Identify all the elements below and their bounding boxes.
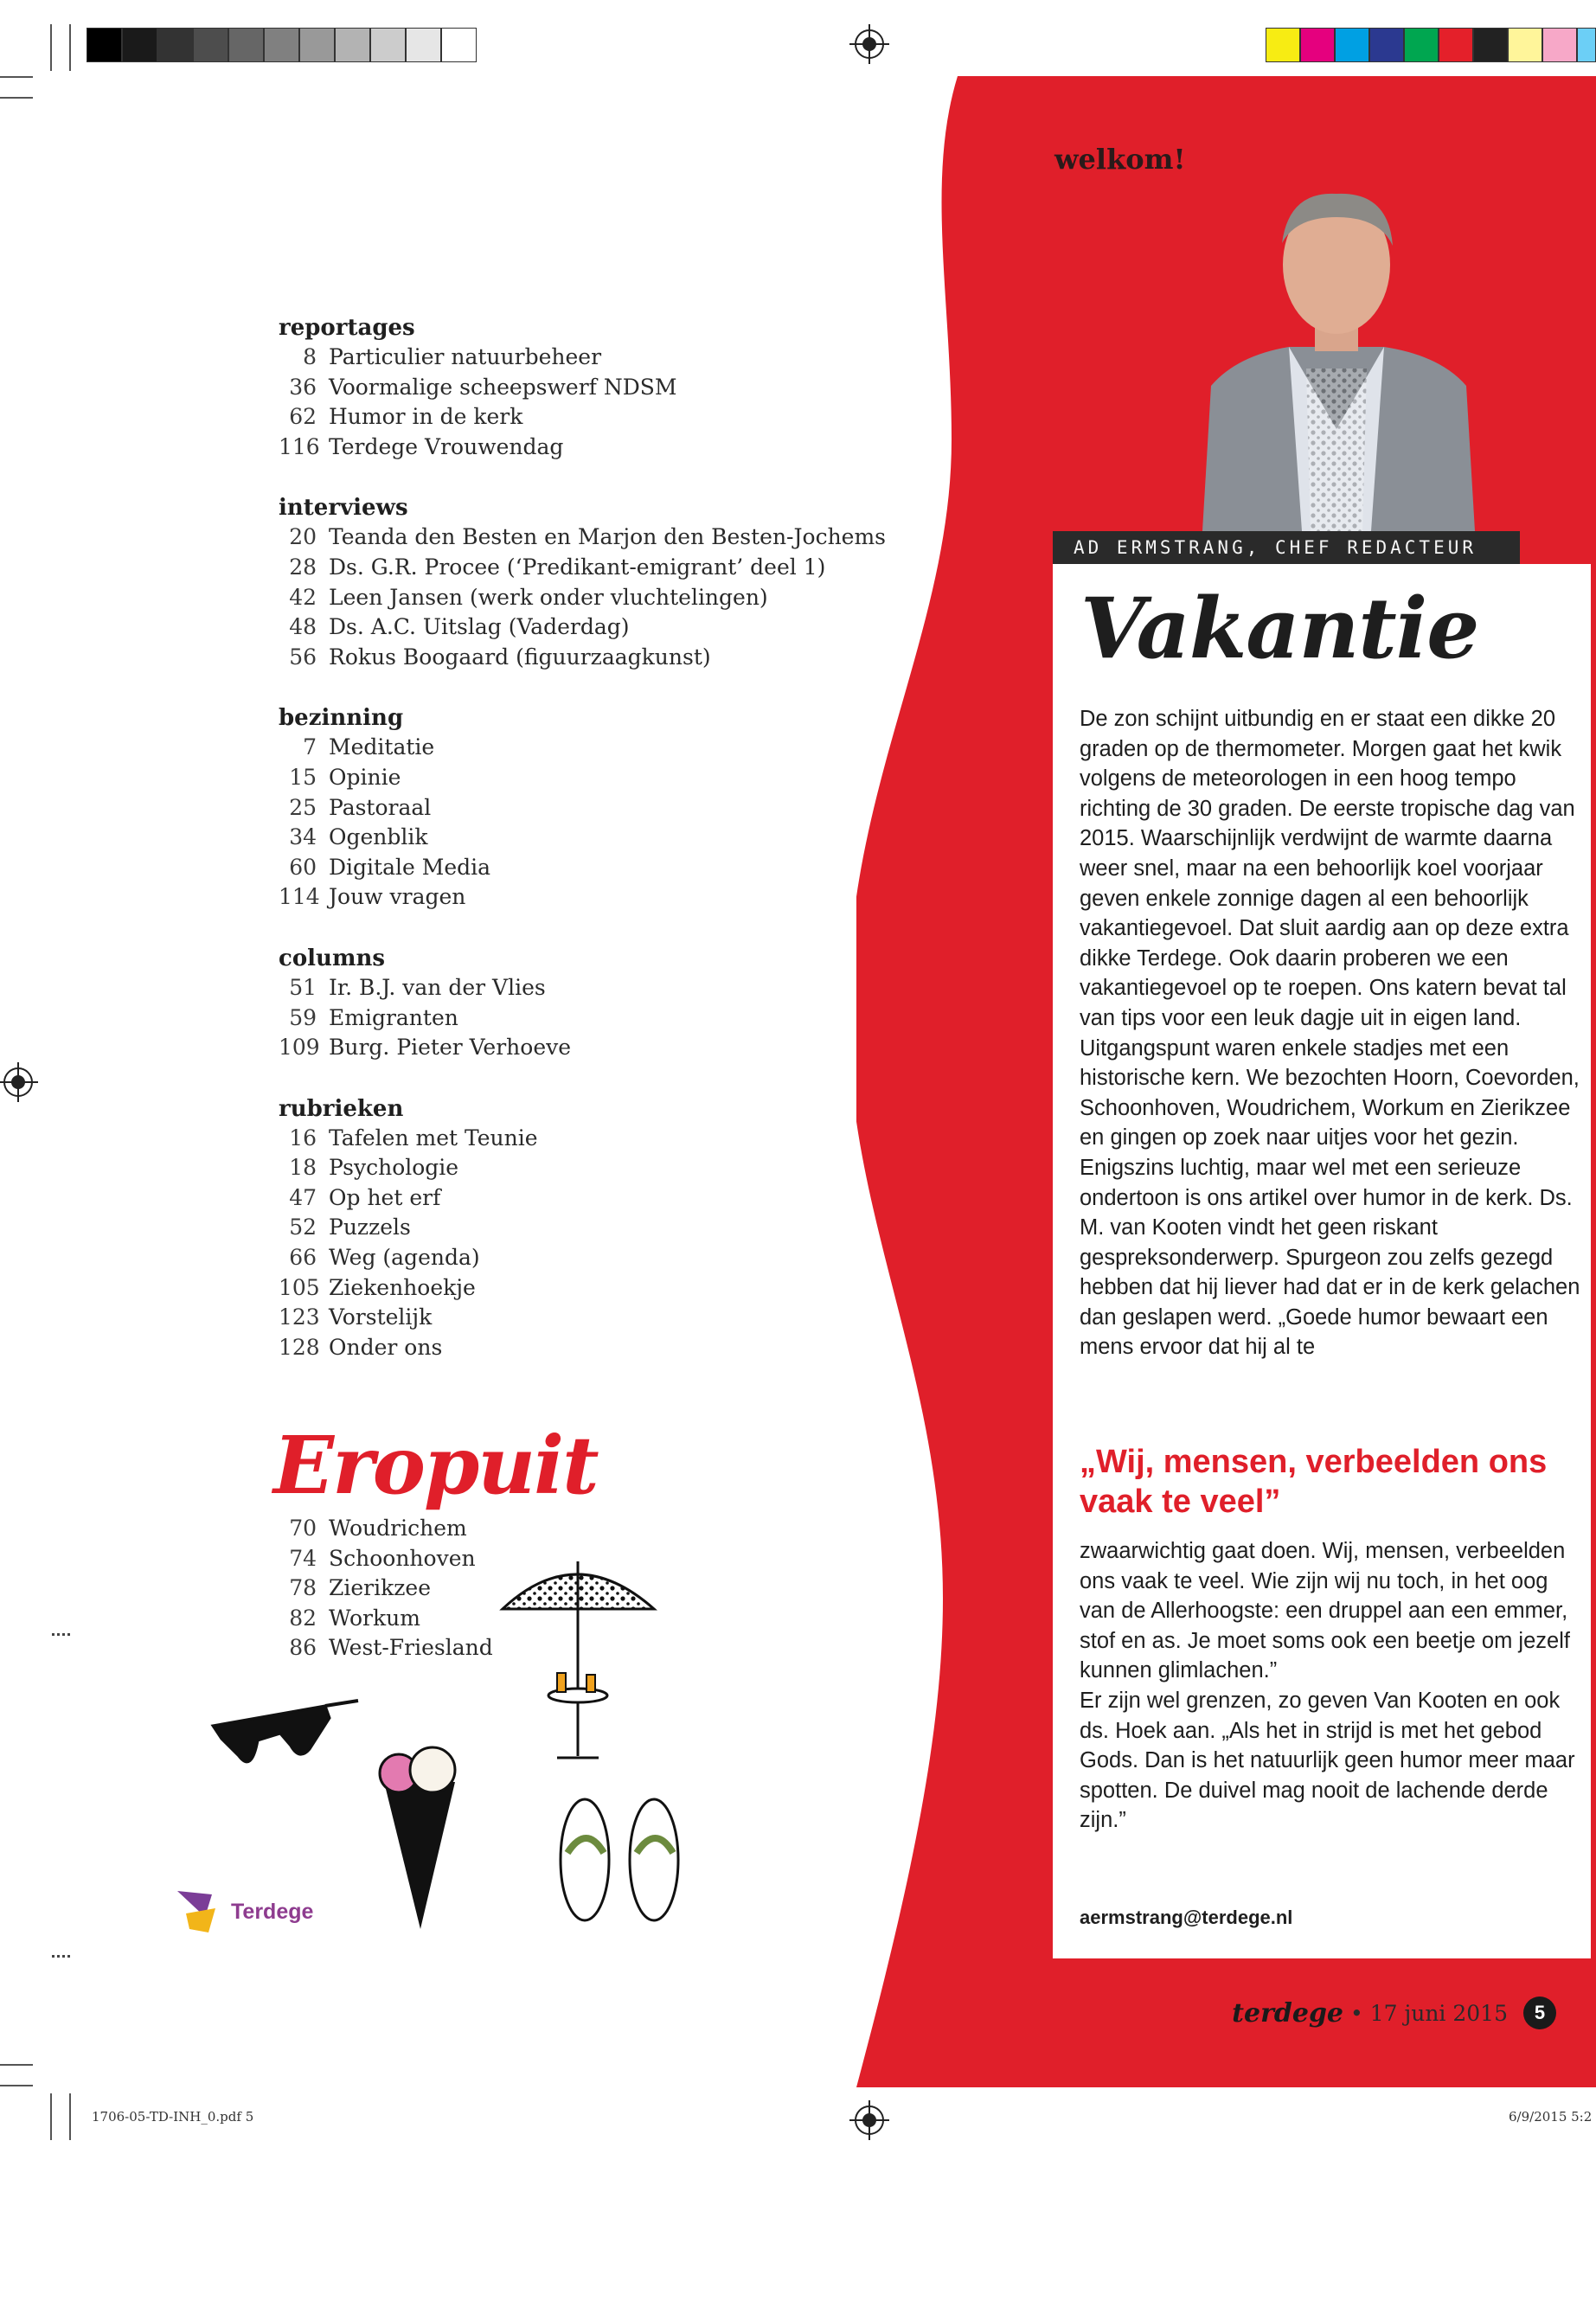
toc-entry-label: Meditatie: [329, 734, 435, 760]
color-swatch: [1542, 28, 1577, 62]
toc-entry-label: Leen Jansen (werk onder vluchtelingen): [329, 584, 768, 610]
color-swatch: [1439, 28, 1473, 62]
dotted-mark: [52, 1955, 71, 1958]
toc-page-number: 15: [289, 764, 317, 790]
gray-swatch: [264, 28, 299, 62]
editorial-body-bottom: [1080, 1536, 1581, 1836]
toc-page-number: 51: [289, 974, 317, 1000]
toc-entry[interactable]: [279, 1333, 936, 1363]
toc-entry-label: Ogenblik: [329, 824, 428, 850]
toc-entry-label: Emigranten: [329, 1004, 458, 1030]
byline: AD ERMSTRANG, CHEF REDACTEUR: [1053, 531, 1520, 564]
color-swatch: [1404, 28, 1439, 62]
toc-entry[interactable]: [279, 373, 936, 403]
crop-mark: [0, 76, 33, 78]
terdege-logo-text: Terdege: [231, 1899, 314, 1924]
eropuit-page-number: 78: [289, 1575, 317, 1601]
toc-section: [279, 493, 936, 672]
toc-section-title: rubrieken: [279, 1095, 404, 1122]
toc-section-title: reportages: [279, 315, 415, 341]
toc-entry[interactable]: [279, 643, 936, 673]
toc-page-number: 66: [289, 1245, 317, 1271]
crop-mark: [69, 24, 71, 71]
gray-swatch: [122, 28, 157, 62]
toc-entry[interactable]: [279, 853, 936, 883]
toc-page-number: 47: [289, 1184, 317, 1210]
toc-entry-label: Digitale Media: [329, 854, 491, 880]
dotted-mark: [52, 1633, 71, 1636]
toc-entry-label: Op het erf: [329, 1184, 441, 1210]
paragraph: Er zijn wel grenzen, zo geven Van Kooten en ook ds. Hoek aan. „Als het in strijd is met het gebod Gods. Dan is het natuurlijk geen humor meer maar spotten. De duivel mag nooit de lachende derde zijn.”: [1080, 1688, 1575, 1833]
toc-page-number: 52: [289, 1215, 317, 1240]
crop-mark: [50, 24, 52, 71]
color-swatch: [1369, 28, 1404, 62]
eropuit-entry-label: Zierikzee: [329, 1575, 432, 1601]
eropuit-entry-label: Woudrichem: [329, 1516, 467, 1541]
toc-page-number: 18: [289, 1155, 317, 1181]
eropuit-page-number: 74: [289, 1545, 317, 1571]
toc-page-number: 128: [279, 1334, 320, 1360]
toc-page-number: 36: [289, 374, 317, 400]
crop-mark: [0, 97, 33, 99]
toc-entry[interactable]: [279, 402, 936, 433]
editorial-body-top: [1080, 704, 1581, 1362]
toc-entry[interactable]: [279, 583, 936, 613]
toc-entry[interactable]: [279, 433, 936, 463]
slug-file: 1706-05-TD-INH_0.pdf 5: [92, 2109, 254, 2125]
gray-swatch: [193, 28, 228, 62]
color-swatch: [1508, 28, 1542, 62]
toc-page-number: 56: [289, 644, 317, 670]
registration-target-icon: [855, 2106, 884, 2135]
toc-section: [279, 944, 936, 1063]
toc-page-number: 20: [289, 524, 317, 550]
toc-entry-label: Particulier natuurbeheer: [329, 344, 602, 369]
toc-entry-label: Rokus Boogaard (figuurzaagkunst): [329, 644, 711, 670]
slug-timestamp: 6/9/2015 5:2: [1509, 2109, 1593, 2125]
pull-quote: „Wij, mensen, verbeelden ons vaak te veel”: [1080, 1444, 1548, 1520]
toc-page-number: 16: [289, 1125, 317, 1150]
paragraph: De zon schijnt uitbundig en er staat een dikke 20 graden op de thermometer. Morgen gaat het kwik volgens de meteorologen in een hoog tempo richting de 30 graden. De eerste tropische dag van 2015. Waarschijnlijk verdwijnt de warmte daarna weer snel, maar na een behoorlijk koel voorjaar geven enkele zonnige dagen al een behoorlijk vakantiegevoel. Dat sluit aardig aan op deze extra dikke Terdege. Ook daarin proberen we een vakantiegevoel op te roepen. Ons katern bevat tal van tips voor een leuk dagje uit in eigen land. Uitgangspunt waren enkele stadjes met een historische kern. We bezochten Hoorn, Coevorden, Schoonhoven, Woudrichem, Workum en Zierikzee en gingen op zoek naar uitjes voor het gezin.: [1080, 707, 1580, 1150]
toc-entry-label: Ziekenhoekje: [329, 1274, 476, 1300]
welcome-heading: welkom!: [1054, 143, 1186, 176]
ice-cream-icon: [380, 1747, 455, 1929]
color-swatch: [1335, 28, 1369, 62]
toc-entry-label: Weg (agenda): [329, 1245, 480, 1271]
eropuit-entry-label: Workum: [329, 1605, 420, 1631]
toc-entry-label: Teanda den Besten en Marjon den Besten-Jochems: [329, 524, 887, 550]
author-email-link[interactable]: aermstrang@terdege.nl: [1080, 1907, 1293, 1928]
toc-page-number: 62: [289, 404, 317, 430]
toc-entry[interactable]: [279, 343, 936, 373]
gray-swatch: [157, 28, 193, 62]
toc-entry[interactable]: [279, 1243, 936, 1273]
color-swatch: [1300, 28, 1335, 62]
gray-swatch: [299, 28, 335, 62]
toc-page-number: 59: [289, 1004, 317, 1030]
color-swatch: [1473, 28, 1508, 62]
gray-swatch: [406, 28, 441, 62]
color-swatch: [1577, 28, 1596, 62]
page-footer: [1232, 1997, 1556, 2029]
toc-entry-label: Vorstelijk: [329, 1304, 433, 1330]
toc-entry[interactable]: [279, 973, 936, 1003]
toc-section-title: columns: [279, 945, 386, 971]
eropuit-page-number: 70: [289, 1516, 317, 1541]
toc-entry[interactable]: [279, 1003, 936, 1034]
toc-page-number: 28: [289, 554, 317, 580]
toc-page-number: 109: [279, 1035, 320, 1061]
toc-entry-label: Ds. A.C. Uitslag (Vaderdag): [329, 614, 630, 640]
toc-page-number: 105: [279, 1274, 320, 1300]
toc-page-number: 114: [279, 884, 320, 910]
toc-entry[interactable]: [279, 882, 936, 913]
toc-entry[interactable]: [279, 1213, 936, 1243]
toc-page-number: 25: [289, 794, 317, 820]
toc-entry[interactable]: [279, 763, 936, 793]
gray-swatch: [87, 28, 122, 62]
toc-section-title: interviews: [279, 495, 408, 522]
toc-entry-label: Pastoraal: [329, 794, 432, 820]
toc-page-number: 8: [303, 344, 317, 369]
eropuit-entry-label: Schoonhoven: [329, 1545, 476, 1571]
toc-entry-label: Puzzels: [329, 1215, 411, 1240]
table-of-contents: [279, 313, 936, 1394]
editor-photo: [1185, 170, 1488, 531]
registration-target-icon: [3, 1067, 33, 1097]
gray-swatch: [335, 28, 370, 62]
parasol-icon: [503, 1561, 654, 1758]
toc-entry[interactable]: [279, 1033, 936, 1063]
toc-entry[interactable]: [279, 1273, 936, 1304]
editorial-card: [1053, 564, 1591, 1958]
toc-entry[interactable]: [279, 1183, 936, 1214]
eropuit-entry-label: West-Friesland: [329, 1635, 493, 1661]
terdege-logo: [177, 1891, 313, 1932]
toc-entry-label: Ir. B.J. van der Vlies: [329, 974, 546, 1000]
eropuit-page-number: 86: [289, 1635, 317, 1661]
crop-mark: [0, 2085, 33, 2086]
toc-entry[interactable]: [279, 733, 936, 763]
toc-section-title: bezinning: [279, 705, 404, 732]
gray-swatch: [370, 28, 406, 62]
toc-page-number: 60: [289, 854, 317, 880]
toc-entry[interactable]: [279, 522, 936, 553]
toc-entry[interactable]: [279, 612, 936, 643]
registration-target-icon: [855, 29, 884, 59]
toc-page-number: 34: [289, 824, 317, 850]
toc-entry-label: Terdege Vrouwendag: [329, 433, 564, 459]
toc-section: [279, 1094, 936, 1363]
eropuit-title: Eropuit: [273, 1419, 598, 1512]
footer-date: • 17 juni 2015: [1350, 2000, 1508, 2026]
toc-entry-label: Psychologie: [329, 1155, 459, 1181]
crop-mark: [69, 2093, 71, 2140]
crop-mark: [0, 2064, 33, 2066]
toc-entry[interactable]: [279, 1153, 936, 1183]
toc-entry-label: Opinie: [329, 764, 401, 790]
editorial-title: Vakantie: [1080, 580, 1479, 677]
sunglasses-icon: [213, 1701, 358, 1762]
toc-section: [279, 313, 936, 462]
toc-entry[interactable]: [279, 793, 936, 824]
toc-page-number: 123: [279, 1304, 320, 1330]
footer-brand: terdege: [1232, 1997, 1344, 2029]
toc-entry-label: Ds. G.R. Procee (‘Predikant-emigrant’ deel 1): [329, 554, 826, 580]
eropuit-page-number: 82: [289, 1605, 317, 1631]
toc-page-number: 116: [279, 433, 320, 459]
toc-entry-label: Tafelen met Teunie: [329, 1125, 538, 1150]
flip-flops-icon: [561, 1799, 678, 1920]
toc-entry-label: Onder ons: [329, 1334, 443, 1360]
toc-entry[interactable]: [279, 823, 936, 853]
footer-date-text: 17 juni 2015: [1369, 2000, 1508, 2026]
toc-entry[interactable]: [279, 1124, 936, 1154]
toc-entry-label: Humor in de kerk: [329, 404, 523, 430]
color-swatch: [1266, 28, 1300, 62]
paragraph: zwaarwichtig gaat doen. Wij, mensen, verbeelden ons vaak te veel. Wie zijn wij nu toch, in het oog van de Allerhoogste: een druppel aan een emmer, stof en as. Je moet soms ook een beetje om jezelf kunnen glimlachen.”: [1080, 1539, 1570, 1683]
terdege-logo-icon: [177, 1891, 226, 1932]
toc-entry[interactable]: [279, 553, 936, 583]
gray-swatch: [228, 28, 264, 62]
toc-entry[interactable]: [279, 1303, 936, 1333]
toc-section: [279, 703, 936, 913]
toc-page-number: 42: [289, 584, 317, 610]
toc-entry-label: Burg. Pieter Verhoeve: [329, 1035, 572, 1061]
toc-entry-label: Jouw vragen: [329, 884, 466, 910]
toc-page-number: 7: [303, 734, 317, 760]
toc-page-number: 48: [289, 614, 317, 640]
page-number: 5: [1523, 1997, 1556, 2029]
paragraph: Enigszins luchtig, maar wel met een serieuze ondertoon is ons artikel over humor in de kerk. Ds. M. van Kooten vindt het geen riskant gespreksonderwerp. Spurgeon zou zelfs gezegd hebben dat hij liever had dat er in de kerk gelachen dan geslapen werd. „Goede humor bewaart een mens ervoor dat hij al te: [1080, 1155, 1580, 1360]
gray-swatch: [441, 28, 477, 62]
crop-mark: [50, 2093, 52, 2140]
toc-entry-label: Voormalige scheepswerf NDSM: [329, 374, 677, 400]
